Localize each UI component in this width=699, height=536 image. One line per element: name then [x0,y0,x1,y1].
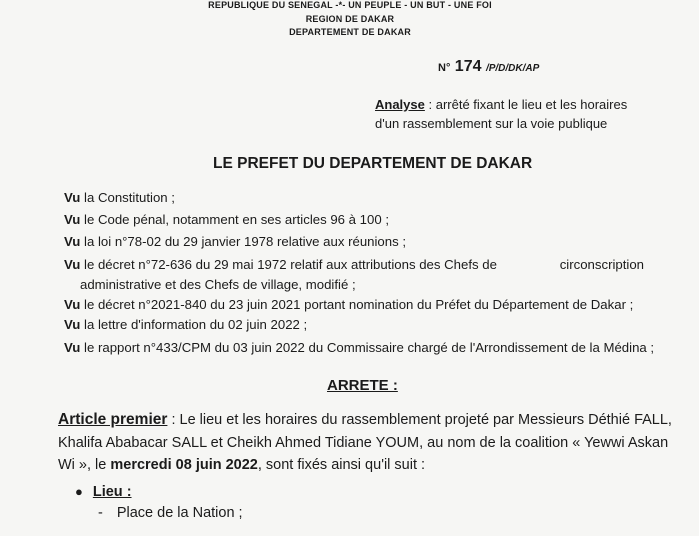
header-region: REGION DE DAKAR [305,14,395,24]
vu-item-3: Vu la loi n°78-02 du 29 janvier 1978 relative aux réunions ; [64,234,407,249]
article-line1 [58,411,672,429]
article-label: Article premier [58,411,168,428]
header-republic: REPUBLIQUE DU SENEGAL -*- UN PEUPLE - UN BUT - UNE FOI [208,0,492,10]
lieu-item [75,484,132,500]
bullet-icon: ● [75,484,83,499]
article-text1: : Le lieu et les horaires du rassemblement projeté par Messieurs Déthié FALL, [167,412,672,428]
vu-item-4-cont: administrative et des Chefs de village, modifié ; [80,277,356,292]
ref-suffix: /P/D/DK/AP [485,63,540,74]
lieu-value: - Place de la Nation ; [98,505,243,521]
ref-prefix: N° [438,62,451,74]
vu-item-5: Vu le décret n°2021-840 du 23 juin 2021 portant nomination du Préfet du Département de Dakar ; [64,297,634,312]
analyse-text1: : arrêté fixant le lieu et les horaires [424,97,628,112]
vu-item-6: Vu la lettre d'information du 02 juin 2022 ; [64,317,308,332]
article-date: mercredi 08 juin 2022 [110,457,258,473]
vu-item-2: Vu le Code pénal, notamment en ses articles 96 à 100 ; [64,212,389,227]
vu-item-4: Vu le décret n°72-636 du 29 mai 1972 relatif aux attributions des Chefs de circonscription [64,257,644,272]
analyse-label: Analyse [375,97,425,112]
vu-item-7: Vu le rapport n°433/CPM du 03 juin 2022 du Commissaire chargé de l'Arrondissement de la Médina ; [64,340,655,355]
reference-number [438,58,539,76]
lieu-label: Lieu : [92,484,132,500]
analyse-line2: d'un rassemblement sur la voie publique [375,116,608,131]
analyse-line1 [375,97,627,112]
article-line2: Khalifa Ababacar SALL et Cheikh Ahmed Tidiane YOUM, au nom de la coalition « Yewwi Askan [58,435,669,451]
arrete-heading: ARRETE : [327,377,398,394]
ref-number: 174 [454,58,482,75]
dash-icon: - [98,505,103,521]
vu-item-1: Vu la Constitution ; [64,190,175,205]
header-department: DEPARTEMENT DE DAKAR [289,27,411,37]
document-title: LE PREFET DU DEPARTEMENT DE DAKAR [213,155,533,172]
article-line3: Wi », le mercredi 08 juin 2022, sont fixés ainsi qu'il suit : [58,457,426,473]
